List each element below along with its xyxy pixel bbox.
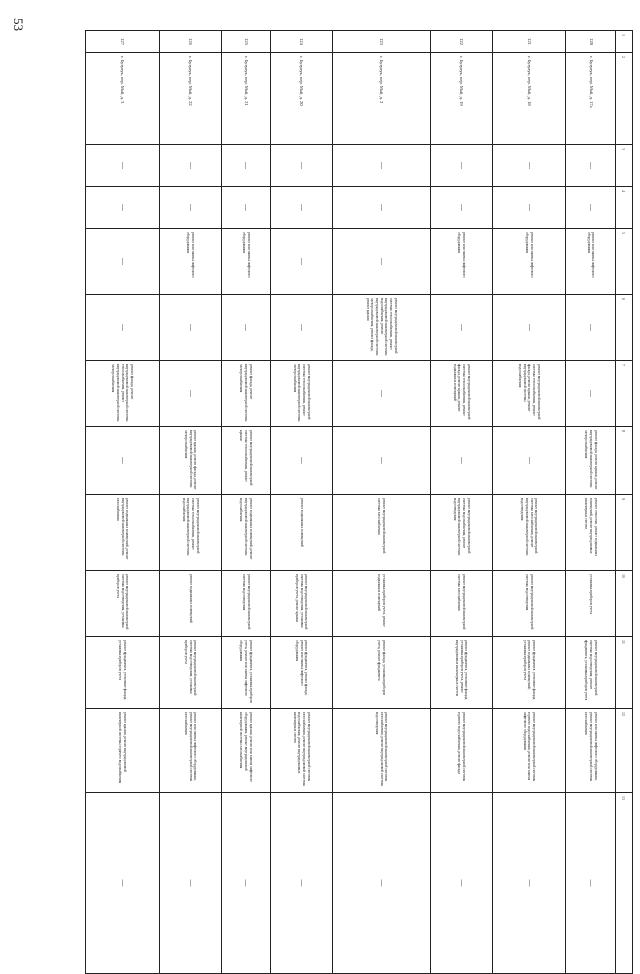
work-cell: ремонт или замена лифтового оборудования (159, 229, 221, 295)
work-cell: ремонт фундамента, утепление фасада, ремонт подвальных помещений, установка приборов учета (492, 637, 566, 709)
column-number: 7 (616, 361, 633, 427)
work-cell: — (271, 187, 333, 229)
work-cell: — (332, 427, 430, 495)
row-number-cell: 124 (271, 31, 333, 53)
work-cell: — (566, 187, 616, 229)
work-cell: ремонт подвальных помещений (271, 495, 333, 571)
work-cell: — (492, 427, 566, 495)
work-cell: ремонт внутридомовой инженерной системы газоснабжения (332, 495, 430, 571)
work-cell: ремонт внутридомовой инженерной системы водоотведения, установка приборов учета (86, 571, 160, 637)
work-cell: — (332, 229, 430, 295)
work-cell: ремонт или замена лифтового оборудования (430, 229, 492, 295)
work-cell: — (86, 427, 160, 495)
work-cell: ремонт фасада, ремонт внутридомовой инженерной системы электроснабжения (221, 361, 271, 427)
work-cell: ремонт подвальных помещений, ремонт внутридомовой инженерной системы газоснабжения (86, 495, 160, 571)
work-cell: — (430, 145, 492, 187)
table-row (86, 31, 160, 974)
work-cell: — (159, 361, 221, 427)
table-row (221, 31, 271, 974)
work-cell: — (492, 793, 566, 974)
table-row (430, 31, 492, 974)
work-cell: ремонт внутридомовой инженерной системы теплоснабжения, ремонт внутридомовой инженерной системы электроснабжения (271, 361, 333, 427)
column-number-row (616, 31, 633, 974)
column-number: 4 (616, 187, 633, 229)
work-cell: — (566, 295, 616, 361)
work-cell: — (430, 793, 492, 974)
work-cell: ремонт фундамента, установка приборов учета, ремонт или замена лифтового оборудования (221, 637, 271, 709)
table-row (159, 31, 221, 974)
work-cell: — (86, 229, 160, 295)
work-cell: — (221, 793, 271, 974)
work-cell: ремонт внутридомовой инженерной системы газоснабжения, ремонт внутридомовой системы водоснабжения, ремонт внутридомовых инженерных систем (271, 709, 333, 793)
work-cell: ремонт фундамента, утепление фасада, установка приборов учета, ремонт внутридомовых инженерных систем (430, 637, 492, 709)
work-cell: — (271, 427, 333, 495)
work-cell: — (332, 793, 430, 974)
column-number: 3 (616, 145, 633, 187)
work-cell: — (86, 295, 160, 361)
work-cell: ремонт или замена лифтового оборудования (566, 229, 616, 295)
column-number: 12 (616, 709, 633, 793)
work-cell: — (332, 361, 430, 427)
work-cell: ремонт внутридомовой инженерной системы теплоснабжения, ремонт внутридомовой инженерной системы водоснабжения, ремонт внутридомовой инженерной системы электроснабжения, ремонт фасада, ремонт крыши (332, 295, 430, 361)
work-cell: — (566, 145, 616, 187)
column-number: 1 (616, 31, 633, 53)
work-cell: ремонт подвальных помещений (159, 571, 221, 637)
address-cell: г. Бузулук, пер. Май, д. 21 (221, 53, 271, 145)
work-cell: ремонт фундамента, утепление фасада, установка приборов учета (86, 637, 160, 709)
column-number: 9 (616, 495, 633, 571)
address-cell: г. Бузулук, пер. Май, д. 20 (271, 53, 333, 145)
column-number: 10 (616, 571, 633, 637)
row-number-cell: 126 (159, 31, 221, 53)
work-cell: ремонт внутридомовой инженерной системы водоотведения (492, 571, 566, 637)
address-cell: г. Бузулук, пер. Май, д. 18 (492, 53, 566, 145)
work-cell: ремонт внутридомовой инженерной системы горячего водоснабжения, ремонт или замена лифтового оборудования (492, 709, 566, 793)
column-number: 6 (616, 295, 633, 361)
work-cell: ремонт фасада, установка приборов учета, ремонт фундамента (332, 637, 430, 709)
work-cell: — (566, 361, 616, 427)
column-number: 13 (616, 793, 633, 974)
work-cell: ремонт фундамента, ремонт фасада, ремонт или замена лифтового оборудования (271, 637, 333, 709)
address-cell: г. Бузулук, пер. Май, д. 2 (332, 53, 430, 145)
table-row (332, 31, 430, 974)
column-number: 11 (616, 637, 633, 709)
work-cell: — (159, 295, 221, 361)
work-cell: ремонт крыши, ремонт внутридомовой инженерной системы горячего водоснабжения (86, 709, 160, 793)
work-cell: ремонт внутридомовой инженерной системы теплоснабжения, ремонт крыши (221, 427, 271, 495)
work-cell: ремонт внутридомовой инженерной системы теплоснабжения, ремонт фасада, ремонт крыши, ремонт подвальных помещений (430, 361, 492, 427)
work-cell: ремонт внутридомовой инженерной системы водоотведения, ремонт фундамента, установка приборов учета (566, 637, 616, 709)
column-number: 2 (616, 53, 633, 145)
table-row (271, 31, 333, 974)
table-row (566, 31, 616, 974)
work-cell: ремонт или замена лифтового оборудования (221, 229, 271, 295)
work-cell: ремонт или замена лифтового оборудования, ремонт внутридомовой инженерной системы газоснабжения (159, 709, 221, 793)
column-number: 8 (616, 427, 633, 495)
row-number-cell: 127 (86, 31, 160, 53)
row-number-cell: 122 (430, 31, 492, 53)
work-cell: — (430, 427, 492, 495)
work-cell: — (271, 229, 333, 295)
work-cell: — (159, 187, 221, 229)
work-cell: ремонт внутридомовой инженерной системы горячего водоснабжения, ремонт фасада (430, 709, 492, 793)
page-number: 53 (11, 18, 26, 31)
work-cell: ремонт или замена лифтового оборудования, ремонт внутридомовой инженерной системы газоснабжения (566, 709, 616, 793)
work-cell: ремонт внутридомовой инженерной системы водоотведения, установка приборов учета (159, 637, 221, 709)
table-row (492, 31, 566, 974)
address-cell: г. Бузулук, пер. Май, д. 17а (566, 53, 616, 145)
row-number-cell: 125 (221, 31, 271, 53)
address-cell: г. Бузулук, пер. Май, д. 19 (430, 53, 492, 145)
work-cell: — (271, 793, 333, 974)
work-cell: ремонт внутридомовой инженерной системы теплоснабжения, ремонт внутридомовой инженерной системы водоснабжения (159, 495, 221, 571)
address-cell: г. Бузулук, пер. Май, д. 3 (86, 53, 160, 145)
work-cell: ремонт внутридомовой инженерной системы теплоснабжения, ремонт фасада, ремонт крыши, ремонт внутридомовой системы водоснабжения (492, 361, 566, 427)
work-cell: — (566, 793, 616, 974)
address-cell: г. Бузулук, пер. Май, д. 22 (159, 53, 221, 145)
work-cell: — (332, 145, 430, 187)
work-cell: ремонт внутридомовой инженерной системы водоотведения, установка приборов учета, ремонт крыши (271, 571, 333, 637)
work-cell: ремонт внутридомовой инженерной системы газоснабжения (430, 571, 492, 637)
work-cell: ремонт внутридомовой инженерной системы водоснабжения, ремонт внутридомовой инженерной системы водоотведения (430, 495, 492, 571)
work-cell: — (332, 187, 430, 229)
work-cell: ремонт подвальных помещений, ремонт внутридомовой инженерной системы водоснабжения (221, 495, 271, 571)
work-cell: ремонт или замена лифтового оборудования (492, 229, 566, 295)
work-cell: ремонт крыши, ремонт фасада, ремонт внутридомовой инженерной системы электроснабжения (159, 427, 221, 495)
work-cell: — (86, 187, 160, 229)
work-cell: ремонт отмостки, ремонт подвальных помещений, ремонт внутридомовых инженерных систем (566, 495, 616, 571)
work-cell: — (271, 295, 333, 361)
work-cell: — (159, 793, 221, 974)
work-cell: ремонт фасада, ремонт крыши, ремонт внутридомовой инженерной системы электроснабжения (566, 427, 616, 495)
work-cell: — (221, 295, 271, 361)
work-cell: — (492, 145, 566, 187)
column-number: 5 (616, 229, 633, 295)
work-cell: ремонт внутридомовой инженерной системы газоснабжения, ремонт внутридомовой системы водоотведения (332, 709, 430, 793)
repair-schedule-table (85, 30, 633, 974)
work-cell: — (86, 145, 160, 187)
work-cell: ремонт внутридомовой инженерной системы водоотведения (221, 571, 271, 637)
work-cell: — (271, 145, 333, 187)
row-number-cell: 123 (332, 31, 430, 53)
work-cell: ремонт фасада, ремонт внутридомовой инженерной системы теплоснабжения, ремонт внутридомовой инженерной системы электроснабжения (86, 361, 160, 427)
work-cell: — (221, 145, 271, 187)
work-cell: — (430, 187, 492, 229)
work-cell: — (430, 295, 492, 361)
work-cell: — (221, 187, 271, 229)
row-number-cell: 120 (566, 31, 616, 53)
work-cell: — (492, 295, 566, 361)
work-cell: — (86, 793, 160, 974)
work-cell: ремонт внутридомовой инженерной системы газоснабжения, ремонт внутридомовой инженерной системы водоотведения (492, 495, 566, 571)
row-number-cell: 121 (492, 31, 566, 53)
work-cell: — (492, 187, 566, 229)
work-cell: установка приборов учета (566, 571, 616, 637)
work-cell: — (159, 145, 221, 187)
rotated-table-container (85, 30, 633, 887)
work-cell: ремонт крыши, ремонт или замена лифтового оборудования, ремонт внутридомовой инженерной системы газоснабжения (221, 709, 271, 793)
work-cell: установка приборов учета, ремонт подвальных помещений (332, 571, 430, 637)
